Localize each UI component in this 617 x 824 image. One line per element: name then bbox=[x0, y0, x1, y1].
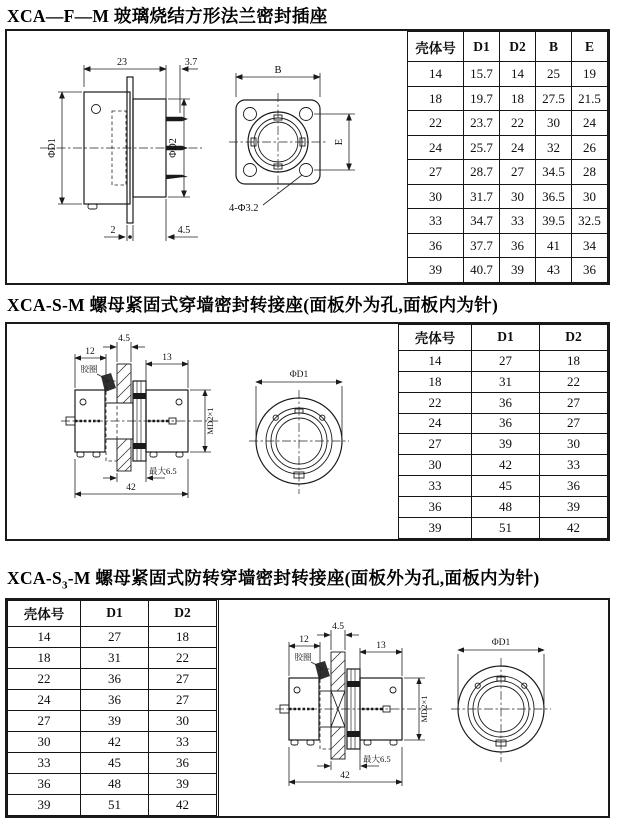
table-cell: 33 bbox=[540, 455, 608, 476]
table-cell: 28 bbox=[572, 160, 608, 185]
table-cell: 22 bbox=[408, 111, 464, 136]
table-cell: 25.7 bbox=[464, 135, 500, 160]
dim-label: 13 bbox=[162, 353, 172, 363]
table-row bbox=[8, 689, 217, 710]
column-header: 壳体号 bbox=[8, 601, 81, 627]
thread-label: MD2×1 bbox=[205, 407, 215, 435]
dim-label: ΦD2 bbox=[168, 138, 179, 158]
table-cell: 39 bbox=[472, 434, 540, 455]
table-header-row bbox=[408, 32, 608, 62]
section3-dimension-table bbox=[7, 600, 217, 816]
table-cell: 36 bbox=[149, 752, 217, 773]
section2-side-view-drawing bbox=[33, 328, 238, 518]
table-cell: 27 bbox=[540, 413, 608, 434]
table-row bbox=[399, 476, 608, 497]
body-detail-hole bbox=[92, 105, 101, 114]
table-cell: 30 bbox=[408, 184, 464, 209]
table-cell: 25 bbox=[536, 62, 572, 87]
table-row bbox=[408, 233, 608, 258]
table-row bbox=[408, 258, 608, 283]
table-cell: 30 bbox=[572, 184, 608, 209]
dim-label: 23 bbox=[117, 57, 127, 68]
dim-label: ΦD1 bbox=[289, 370, 309, 380]
table-cell: 34.5 bbox=[536, 160, 572, 185]
table-cell: 39.5 bbox=[536, 209, 572, 234]
table-cell: 42 bbox=[540, 518, 608, 539]
screw bbox=[176, 399, 182, 405]
table-row bbox=[408, 86, 608, 111]
table-cell: 33 bbox=[399, 476, 472, 497]
table-cell: 18 bbox=[149, 626, 217, 647]
column-header: E bbox=[572, 32, 608, 62]
table-cell: 24 bbox=[500, 135, 536, 160]
table-cell: 31 bbox=[472, 371, 540, 392]
table-cell: 45 bbox=[81, 752, 149, 773]
table-cell: 24 bbox=[399, 413, 472, 434]
table-cell: 26 bbox=[572, 135, 608, 160]
column-header: D1 bbox=[472, 325, 540, 351]
table-row bbox=[408, 111, 608, 136]
table-cell: 36 bbox=[472, 392, 540, 413]
table-cell: 36 bbox=[472, 413, 540, 434]
foot bbox=[364, 740, 371, 745]
section1-title: XCA—F—M 玻璃烧结方形法兰密封插座 bbox=[7, 6, 328, 26]
title-subscript: 3 bbox=[61, 579, 68, 592]
mounting-hole bbox=[244, 108, 257, 121]
table-cell: 30 bbox=[149, 710, 217, 731]
panel-wall bbox=[117, 439, 131, 471]
table-row bbox=[8, 794, 217, 815]
section2-dimension-table bbox=[398, 324, 608, 539]
table-row bbox=[399, 413, 608, 434]
table-cell: 22 bbox=[149, 647, 217, 668]
foot bbox=[150, 452, 157, 457]
column-header: D2 bbox=[540, 325, 608, 351]
table-cell: 51 bbox=[81, 794, 149, 815]
table-cell: 48 bbox=[472, 497, 540, 518]
title-suffix: -M 螺母紧固式防转穿墙密封转接座(面板外为孔,面板内为针) bbox=[67, 568, 540, 588]
table-cell: 27 bbox=[149, 689, 217, 710]
table-cell: 48 bbox=[81, 773, 149, 794]
dim-label: E bbox=[334, 138, 345, 146]
foot bbox=[307, 740, 314, 745]
section1-panel bbox=[5, 29, 610, 285]
table-cell: 31 bbox=[81, 647, 149, 668]
table-cell: 23.7 bbox=[464, 111, 500, 136]
table-cell: 36 bbox=[500, 233, 536, 258]
table-cell: 33 bbox=[408, 209, 464, 234]
table-row bbox=[8, 752, 217, 773]
table-row bbox=[8, 731, 217, 752]
table-cell: 32.5 bbox=[572, 209, 608, 234]
table-cell: 27 bbox=[500, 160, 536, 185]
table-cell: 42 bbox=[149, 794, 217, 815]
table-cell: 43 bbox=[536, 258, 572, 283]
table-row bbox=[399, 497, 608, 518]
table-cell: 27 bbox=[540, 392, 608, 413]
rubber-seal bbox=[101, 373, 116, 392]
dim-label: 4.5 bbox=[332, 622, 344, 632]
table-cell: 22 bbox=[399, 392, 472, 413]
table-cell: 22 bbox=[8, 668, 81, 689]
table-cell: 34 bbox=[572, 233, 608, 258]
column-header: D1 bbox=[81, 601, 149, 627]
table-cell: 27 bbox=[8, 710, 81, 731]
table-cell: 28.7 bbox=[464, 160, 500, 185]
table-cell: 42 bbox=[472, 455, 540, 476]
table-cell: 14 bbox=[8, 626, 81, 647]
table-cell: 18 bbox=[408, 86, 464, 111]
table-cell: 37.7 bbox=[464, 233, 500, 258]
dim-label: 3.7 bbox=[184, 57, 198, 68]
table-row bbox=[399, 518, 608, 539]
table-cell: 27 bbox=[472, 350, 540, 371]
table-cell: 33 bbox=[8, 752, 81, 773]
table-row bbox=[408, 184, 608, 209]
table-cell: 39 bbox=[540, 497, 608, 518]
table-row bbox=[408, 209, 608, 234]
section1-front-view-drawing bbox=[203, 45, 403, 245]
foot bbox=[176, 452, 183, 457]
table-cell: 39 bbox=[408, 258, 464, 283]
dim-label: 12 bbox=[299, 635, 309, 645]
table-cell: 30 bbox=[399, 455, 472, 476]
section3-side-view-drawing bbox=[247, 616, 452, 806]
table-cell: 36 bbox=[399, 497, 472, 518]
table-cell: 27.5 bbox=[536, 86, 572, 111]
table-header-row bbox=[399, 325, 608, 351]
table-cell: 31.7 bbox=[464, 184, 500, 209]
foot bbox=[77, 452, 84, 457]
table-cell: 24 bbox=[408, 135, 464, 160]
table-cell: 32 bbox=[536, 135, 572, 160]
table-cell: 34.7 bbox=[464, 209, 500, 234]
table-row bbox=[408, 62, 608, 87]
column-header: D2 bbox=[149, 601, 217, 627]
table-row bbox=[408, 160, 608, 185]
table-cell: 22 bbox=[540, 371, 608, 392]
seal-label: 胶圈 bbox=[80, 364, 98, 374]
table-row bbox=[8, 773, 217, 794]
table-cell: 14 bbox=[500, 62, 536, 87]
table-cell: 36 bbox=[81, 689, 149, 710]
rubber-seal bbox=[315, 661, 330, 680]
table-cell: 30 bbox=[540, 434, 608, 455]
table-row bbox=[8, 626, 217, 647]
table-row bbox=[408, 135, 608, 160]
mounting-hole bbox=[244, 164, 257, 177]
table-cell: 19.7 bbox=[464, 86, 500, 111]
section1-dimension-table bbox=[407, 31, 608, 283]
table-cell: 14 bbox=[399, 350, 472, 371]
table-cell: 39 bbox=[8, 794, 81, 815]
max-label: 最大6.5 bbox=[149, 466, 177, 476]
table-cell: 27 bbox=[408, 160, 464, 185]
table-cell: 30 bbox=[500, 184, 536, 209]
table-cell: 15.7 bbox=[464, 62, 500, 87]
screw bbox=[390, 687, 396, 693]
table-cell: 24 bbox=[572, 111, 608, 136]
dim-label: B bbox=[274, 65, 282, 76]
pin bbox=[166, 117, 188, 121]
table-cell: 30 bbox=[536, 111, 572, 136]
column-header: 壳体号 bbox=[408, 32, 464, 62]
table-cell: 18 bbox=[399, 371, 472, 392]
table-cell: 42 bbox=[81, 731, 149, 752]
section3-front-view-drawing bbox=[439, 614, 599, 774]
table-cell: 36 bbox=[572, 258, 608, 283]
dim-label: 42 bbox=[126, 483, 136, 493]
dim-label: 2 bbox=[110, 225, 116, 236]
table-header-row bbox=[8, 601, 217, 627]
panel-divider bbox=[218, 600, 219, 816]
table-cell: 36 bbox=[8, 773, 81, 794]
section2-title: XCA-S-M 螺母紧固式穿墙密封转接座(面板外为孔,面板内为针) bbox=[7, 295, 499, 315]
table-cell: 40.7 bbox=[464, 258, 500, 283]
table-cell: 22 bbox=[500, 111, 536, 136]
table-cell: 14 bbox=[408, 62, 464, 87]
table-cell: 21.5 bbox=[572, 86, 608, 111]
section1-side-view-drawing bbox=[12, 39, 207, 257]
table-row bbox=[399, 392, 608, 413]
thread-label: MD2×1 bbox=[419, 695, 429, 723]
table-cell: 30 bbox=[8, 731, 81, 752]
table-row bbox=[8, 668, 217, 689]
table-cell: 27 bbox=[149, 668, 217, 689]
table-cell: 19 bbox=[572, 62, 608, 87]
table-cell: 41 bbox=[536, 233, 572, 258]
dim-label: ΦD1 bbox=[491, 638, 511, 648]
table-cell: 18 bbox=[540, 350, 608, 371]
table-row bbox=[399, 371, 608, 392]
table-cell: 36 bbox=[408, 233, 464, 258]
mounting-hole bbox=[300, 164, 313, 177]
section3-panel bbox=[5, 598, 610, 818]
table-row bbox=[8, 647, 217, 668]
body-foot bbox=[88, 204, 97, 209]
section2-panel bbox=[5, 322, 610, 541]
table-cell: 36.5 bbox=[536, 184, 572, 209]
dim-label: 4.5 bbox=[177, 225, 191, 236]
table-row bbox=[399, 434, 608, 455]
table-cell: 36 bbox=[540, 476, 608, 497]
dim-label: 12 bbox=[85, 347, 95, 357]
table-cell: 39 bbox=[500, 258, 536, 283]
dim-label: 13 bbox=[376, 641, 386, 651]
mounting-hole bbox=[300, 108, 313, 121]
column-header: D1 bbox=[464, 32, 500, 62]
table-cell: 36 bbox=[81, 668, 149, 689]
column-header: D2 bbox=[500, 32, 536, 62]
title-prefix: XCA-S bbox=[7, 568, 62, 588]
dim-label: 42 bbox=[340, 771, 350, 781]
column-header: B bbox=[536, 32, 572, 62]
screw bbox=[80, 399, 86, 405]
table-cell: 24 bbox=[8, 689, 81, 710]
screw bbox=[294, 687, 300, 693]
table-cell: 27 bbox=[399, 434, 472, 455]
holes-note: 4-Φ3.2 bbox=[229, 203, 259, 214]
pin bbox=[166, 175, 188, 179]
panel-wall bbox=[331, 727, 345, 759]
foot bbox=[291, 740, 298, 745]
table-cell: 33 bbox=[149, 731, 217, 752]
table-cell: 33 bbox=[500, 209, 536, 234]
table-cell: 39 bbox=[399, 518, 472, 539]
max-label: 最大6.5 bbox=[363, 754, 391, 764]
table-cell: 39 bbox=[81, 710, 149, 731]
table-cell: 39 bbox=[149, 773, 217, 794]
table-row bbox=[8, 710, 217, 731]
table-cell: 18 bbox=[8, 647, 81, 668]
table-cell: 45 bbox=[472, 476, 540, 497]
dim-label: 4.5 bbox=[118, 334, 130, 344]
table-row bbox=[399, 350, 608, 371]
seal-label: 胶圈 bbox=[294, 652, 312, 662]
table-cell: 18 bbox=[500, 86, 536, 111]
table-row bbox=[399, 455, 608, 476]
section3-title bbox=[7, 565, 540, 592]
section2-front-view-drawing bbox=[237, 346, 397, 506]
foot bbox=[93, 452, 100, 457]
insert-circle bbox=[254, 118, 302, 166]
table-cell: 27 bbox=[81, 626, 149, 647]
dim-label: ΦD1 bbox=[47, 138, 58, 158]
foot bbox=[390, 740, 397, 745]
table-cell: 51 bbox=[472, 518, 540, 539]
column-header: 壳体号 bbox=[399, 325, 472, 351]
